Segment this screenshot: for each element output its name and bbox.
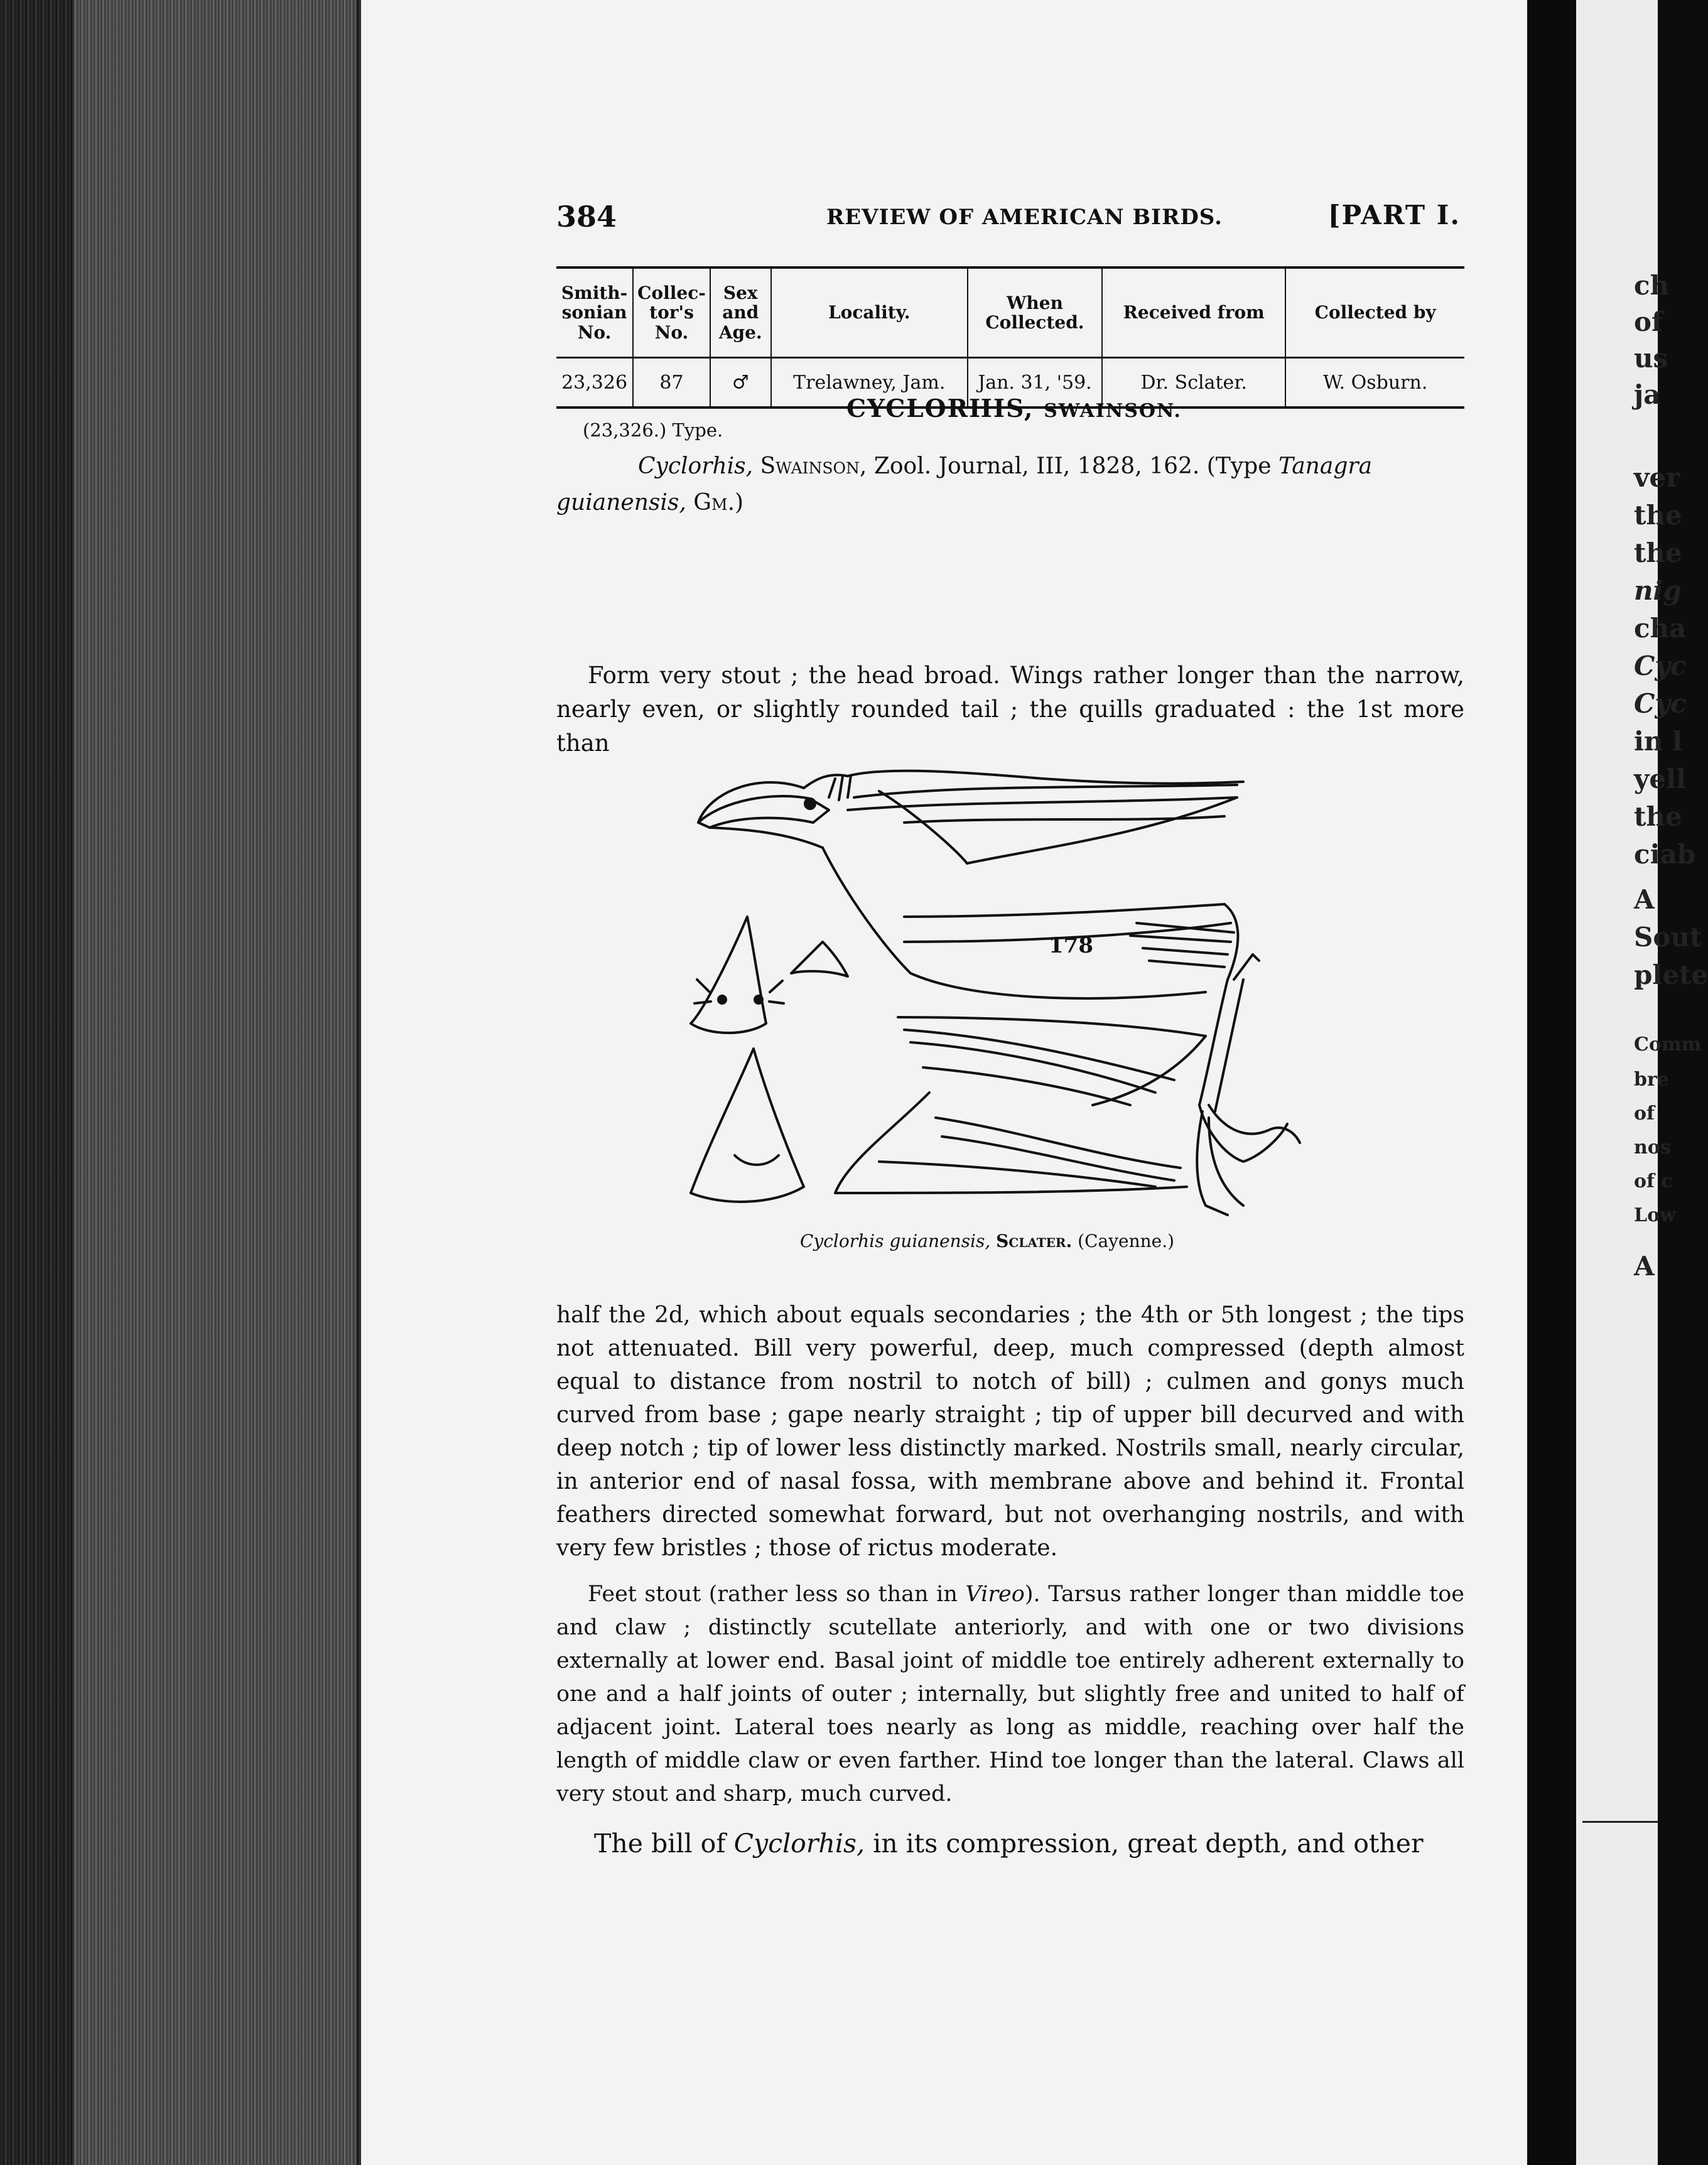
figure-number: 178 xyxy=(1049,933,1093,958)
table-header-row xyxy=(556,267,1464,358)
next-page-fragment: the xyxy=(1634,801,1682,832)
body-paragraph-1: Form very stout ; the head broad. Wings rather longer than the narrow, nearly even, or slightly rounded tail ; the quills graduated : the 1st more than xyxy=(556,662,1464,757)
table-cell: ♂ xyxy=(710,358,771,408)
column-header-sex-age: Sex and Age. xyxy=(710,267,771,358)
genus-heading xyxy=(846,394,1286,423)
next-page-fragment: Comm xyxy=(1634,1034,1702,1056)
p4-genus: Cyclorhis, xyxy=(733,1828,865,1859)
p4-text-after: in its compression, great depth, and other xyxy=(873,1828,1424,1859)
book-page-edges-light xyxy=(74,0,357,2165)
citation-reference: Zool. Journal, III, 1828, 162. (Type xyxy=(873,453,1272,479)
citation-genus: Cyclorhis, xyxy=(638,453,754,479)
next-page-fragment: yell xyxy=(1634,764,1687,794)
next-page-fragment: Sout xyxy=(1634,922,1702,953)
next-page-fragment: cha xyxy=(1634,613,1687,644)
next-page-rule xyxy=(1582,1821,1658,1823)
next-page-fragment: us xyxy=(1634,343,1668,374)
body-paragraph-4 xyxy=(556,1825,1464,1862)
table-cell: Dr. Sclater. xyxy=(1102,358,1285,408)
citation-type-author: Gm.) xyxy=(693,490,744,516)
column-header-locality: Locality. xyxy=(771,267,968,358)
caption-author: Sclater. xyxy=(996,1231,1073,1251)
table-cell: W. Osburn. xyxy=(1285,358,1464,408)
p3-text-before: Feet stout (rather less so than in xyxy=(588,1582,958,1607)
p4-text-before: The bill of xyxy=(594,1828,726,1859)
next-page-fragment: A xyxy=(1634,1251,1655,1282)
genus-name: CYCLORHIS, xyxy=(846,394,1034,423)
next-page-edge xyxy=(1576,0,1708,2165)
column-header-when-collected: When Collected. xyxy=(968,267,1102,358)
table-cell: 23,326 xyxy=(556,358,633,408)
column-header-collected-by: Collected by xyxy=(1285,267,1464,358)
next-page-fragment: ch xyxy=(1634,270,1670,301)
next-page-fragment: nos xyxy=(1634,1136,1671,1158)
specimen-table xyxy=(556,266,1464,409)
next-page-fragment: A xyxy=(1634,884,1655,915)
bird-head-and-foot-illustration xyxy=(640,753,1381,1231)
column-header-received-from: Received from xyxy=(1102,267,1285,358)
type-note: (23,326.) Type. xyxy=(583,419,723,441)
figure-178 xyxy=(640,753,1381,1250)
part-label: [PART I. xyxy=(1327,200,1461,230)
body-paragraph-2: half the 2d, which about equals secondaries ; the 4th or 5th longest ; the tips not attenuated. Bill very powerful, deep, much compressed (depth almost equal to distance from nostril to notch of bill) ; culmen and gonys much curved from base ; gape nearly straight ; tip of upper bill decurved and with deep notch ; tip of lower less distinctly marked. Nostrils small, nearly circular, in anterior end of nasal fossa, with membrane above and behind it. Frontal feathers directed somewhat forward, but not overhanging nostrils, and with very few bristles ; those of rictus moderate. xyxy=(556,1302,1464,1561)
genus-author: SWAINSON. xyxy=(1044,400,1182,422)
column-header-smithsonian-no: Smith-sonian No. xyxy=(556,267,633,358)
caption-locality: (Cayenne.) xyxy=(1078,1231,1175,1251)
next-page-fragment: in l xyxy=(1634,726,1683,757)
column-header-collectors-no: Collec-tor's No. xyxy=(633,267,710,358)
next-page-fragment: of c xyxy=(1634,1170,1673,1192)
next-page-fragment: the xyxy=(1634,500,1682,531)
p3-genus-vireo: Vireo xyxy=(965,1582,1025,1607)
citation-type-species: Tanagra guianensis, xyxy=(556,453,1373,516)
genus-citation xyxy=(556,448,1464,521)
next-page-fragment: ciab xyxy=(1634,839,1696,870)
next-page-fragment: Cyc xyxy=(1634,651,1687,681)
next-page-fragment: Cyc xyxy=(1634,688,1687,719)
next-page-fragment: nig xyxy=(1634,575,1682,606)
citation-author: Swainson, xyxy=(760,453,867,479)
next-page-fragment: bre xyxy=(1634,1069,1669,1091)
table-cell: Jan. 31, '59. xyxy=(968,358,1102,408)
page-number: 384 xyxy=(556,200,617,234)
next-page-fragment: plete xyxy=(1634,959,1708,990)
next-page-fragment: the xyxy=(1634,537,1682,568)
table-cell: 87 xyxy=(633,358,710,408)
running-title: REVIEW OF AMERICAN BIRDS. xyxy=(826,205,1223,230)
figure-caption xyxy=(800,1231,1174,1251)
book-gutter xyxy=(1527,0,1576,2165)
next-page-fragment: ver xyxy=(1634,462,1680,493)
next-page-fragment: Low xyxy=(1634,1204,1676,1226)
running-head xyxy=(556,200,1461,237)
next-page-fragment: of xyxy=(1634,1103,1655,1125)
next-page-fragment: ja xyxy=(1634,379,1661,410)
next-page-fragment: of xyxy=(1634,306,1663,337)
table-cell: Trelawney, Jam. xyxy=(771,358,968,408)
caption-species: Cyclorhis guianensis, xyxy=(800,1231,991,1251)
body-paragraph-3 xyxy=(556,1578,1464,1811)
p3-text-after: ). Tarsus rather longer than middle toe and claw ; distinctly scutellate anteriorly, and with one or two divisions externally at lower end. Basal joint of middle toe entirely adherent externally to one and a half joints of outer ; internally, but slightly free and united to half of adjacent joint. Lateral toes nearly as long as middle, reaching over half the length of middle claw or even farther. Hind toe longer than the lateral. Claws all very stout and sharp, much curved. xyxy=(556,1582,1464,1806)
